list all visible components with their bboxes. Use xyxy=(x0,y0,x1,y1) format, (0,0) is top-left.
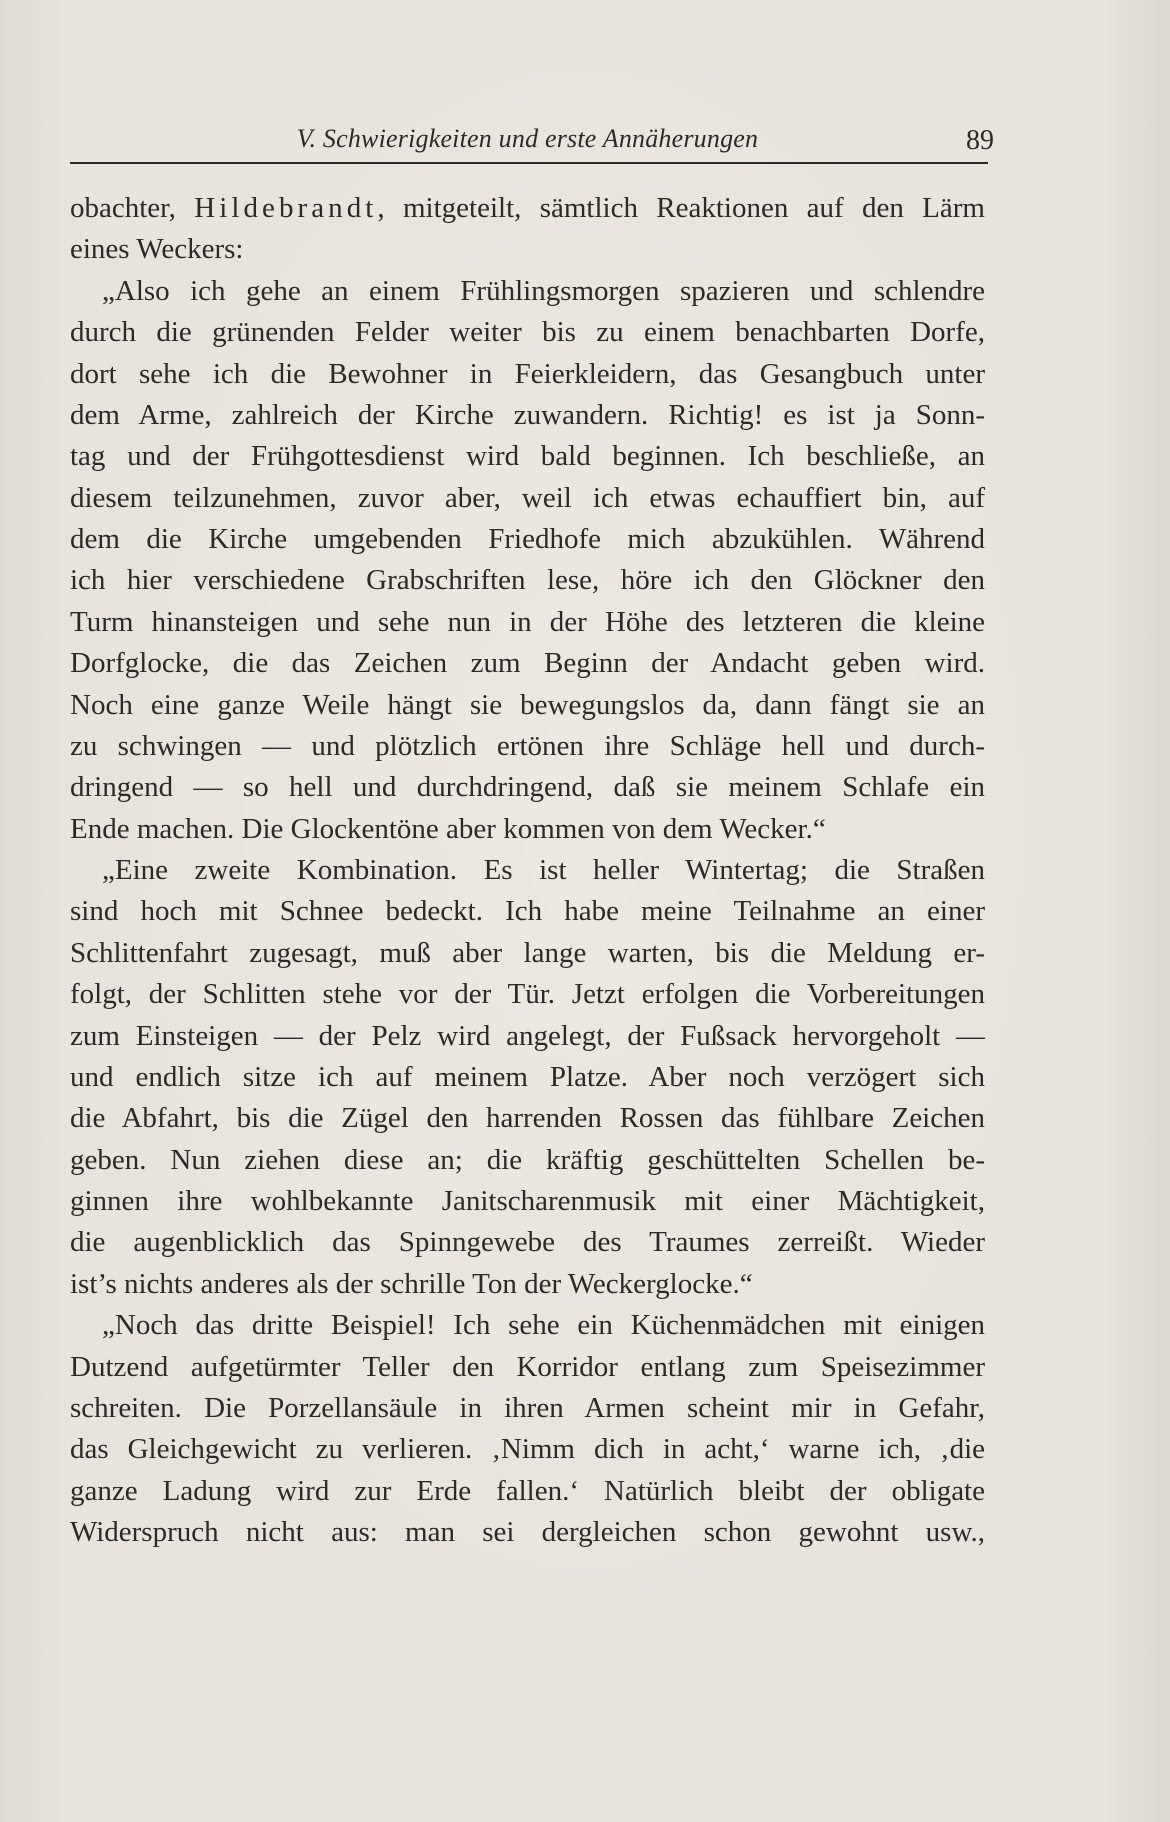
text-line: und endlich sitze ich auf meinem Platze. Aber noch verzögert sich xyxy=(70,1060,985,1093)
text-line: dem die Kirche umgebenden Friedhofe mich abzukühlen. Während xyxy=(70,523,985,555)
text-line: zum Einsteigen — der Pelz wird angelegt, der Fußsack hervorgeholt — xyxy=(70,1019,985,1052)
text-line: Widerspruch nicht aus: man sei dergleichen schon gewohnt usw., xyxy=(70,1516,985,1548)
text-line: ganze Ladung wird zur Erde fallen.‘ Natürlich bleibt der obligate xyxy=(70,1474,985,1507)
paragraph xyxy=(70,850,985,1305)
text-line: ist’s nichts anderes als der schrille Ton der Weckerglocke.“ xyxy=(70,1267,753,1300)
text-line: Schlittenfahrt zugesagt, muß aber lange warten, bis die Meldung er- xyxy=(70,936,985,969)
text-line: durch die grünenden Felder weiter bis zu einem benachbarten Dorfe, xyxy=(70,316,985,349)
text-line: die augenblicklich das Spinngewebe des Traumes zerreißt. Wieder xyxy=(70,1226,985,1259)
paragraph xyxy=(70,188,985,271)
paragraph xyxy=(70,1305,985,1553)
text-line: dem Arme, zahlreich der Kirche zuwandern. Richtig! es ist ja Sonn- xyxy=(70,398,985,431)
text-line: eines Weckers: xyxy=(70,233,244,266)
text-line: folgt, der Schlitten stehe vor der Tür. Jetzt erfolgen die Vorbereitungen xyxy=(70,978,985,1011)
text-line: das Gleichgewicht zu verlieren. ‚Nimm dich in acht,‘ warne ich, ‚die xyxy=(70,1433,985,1466)
paragraph xyxy=(70,271,985,850)
text-line: zu schwingen — und plötzlich ertönen ihre Schläge hell und durch- xyxy=(70,729,985,762)
text-line: ginnen ihre wohlbekannte Janitscharenmusik mit einer Mächtigkeit, xyxy=(70,1185,985,1217)
text-line: dort sehe ich die Bewohner in Feierkleidern, das Gesangbuch unter xyxy=(70,357,985,390)
text-line: geben. Nun ziehen diese an; die kräftig geschüttelten Schellen be- xyxy=(70,1143,985,1176)
text-line: Dutzend aufgetürmter Teller den Korridor entlang zum Speisezimmer xyxy=(70,1350,985,1383)
text-line: diesem teilzunehmen, zuvor aber, weil ich etwas echauffiert bin, auf xyxy=(70,481,985,514)
text-line: Dorfglocke, die das Zeichen zum Beginn der Andacht geben wird. xyxy=(70,647,985,680)
text-line: die Abfahrt, bis die Zügel den harrenden Rossen das fühlbare Zeichen xyxy=(70,1102,985,1135)
running-head xyxy=(70,121,994,157)
header-rule xyxy=(70,162,988,164)
text-line: dringend — so hell und durchdringend, daß sie meinem Schlafe ein xyxy=(70,771,985,804)
text-line: sind hoch mit Schnee bedeckt. Ich habe meine Teilnahme an einer xyxy=(70,895,985,928)
text-line: „Eine zweite Kombination. Es ist heller Wintertag; die Straßen xyxy=(102,854,985,886)
text-line: Turm hinansteigen und sehe nun in der Höhe des letzteren die kleine xyxy=(70,605,985,638)
text-line: Ende machen. Die Glockentöne aber kommen von dem Wecker.“ xyxy=(70,812,826,845)
text-line: „Noch das dritte Beispiel! Ich sehe ein Küchenmädchen mit einigen xyxy=(102,1309,985,1342)
text-line: schreiten. Die Porzellansäule in ihren Armen scheint mir in Gefahr, xyxy=(70,1391,985,1424)
text-line: „Also ich gehe an einem Frühlingsmorgen spazieren und schlendre xyxy=(102,274,985,307)
text-segment: , mitgeteilt, sämtlich Reaktionen auf den Lärm xyxy=(377,192,985,224)
running-title: V. Schwierigkeiten und erste Annäherungen xyxy=(296,124,759,153)
emphasized-name: Hildebrandt xyxy=(194,192,378,224)
text-line: ich hier verschiedene Grabschriften lese, höre ich den Glöckner den xyxy=(70,564,985,597)
text-line: Noch eine ganze Weile hängt sie bewegungslos da, dann fängt sie an xyxy=(70,688,985,721)
text-line xyxy=(70,188,985,229)
page-number: 89 xyxy=(966,125,994,156)
text-line: tag und der Frühgottesdienst wird bald beginnen. Ich beschließe, an xyxy=(70,440,985,473)
body-text xyxy=(70,188,985,1553)
text-segment: obachter, xyxy=(70,192,195,224)
